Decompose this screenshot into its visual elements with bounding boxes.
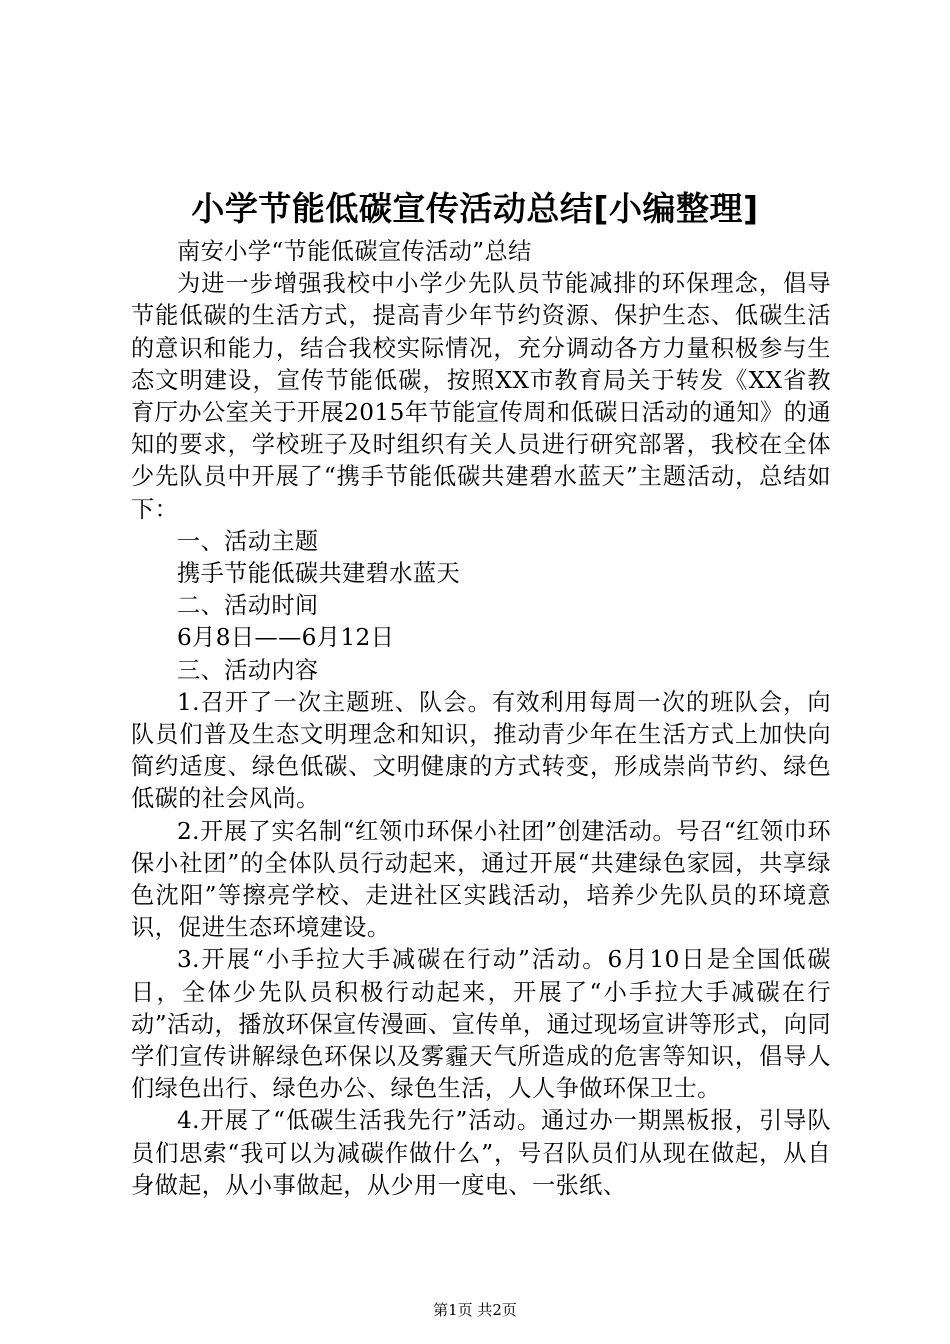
document-title: 小学节能低碳宣传活动总结[小编整理]	[191, 189, 759, 228]
content-item-4: 4.开展了“低碳生活我先行”活动。通过办一期黑板报，引导队员们思索“我可以为减碳作做什么”，号召队员们从现在做起，从自身做起，从小事做起，从少用一度电、一张纸、	[131, 1107, 831, 1199]
content-item-3: 3.开展“小手拉大手减碳在行动”活动。6月10日是全国低碳日，全体少先队员积极行动起来，开展了“小手拉大手减碳在行动”活动，播放环保宣传漫画、宣传单，通过现场宣讲等形式，向同学们宣传讲解绿色环保以及雾霾天气所造成的危害等知识，倡导人们绿色出行、绿色办公、绿色生活，人人争做环保卫士。	[131, 946, 831, 1103]
time-paragraph: 6月8日——6月12日	[177, 624, 395, 652]
theme-paragraph: 携手节能低碳共建碧水蓝天	[177, 560, 461, 588]
section-heading-time: 二、活动时间	[177, 592, 319, 620]
section-heading-theme: 一、活动主题	[177, 527, 319, 555]
document-body	[131, 236, 831, 1202]
content-item-1: 1.召开了一次主题班、队会。有效利用每周一次的班队会，向队员们普及生态文明理念和知识，推动青少年在生活方式上加快向简约适度、绿色低碳、文明健康的方式转变，形成崇尚节约、绿色低碳的社会风尚。	[131, 688, 831, 813]
subtitle-paragraph: 南安小学“节能低碳宣传活动”总结	[177, 238, 532, 265]
content-item-2: 2.开展了实名制“红领巾环保小社团”创建活动。号召“红领巾环保小社团”的全体队员行动起来，通过开展“共建绿色家园，共享绿色沈阳”等擦亮学校、走进社区实践活动，培养少先队员的环境意识，促进生态环境建设。	[131, 817, 831, 942]
page-footer: 第1页 共2页	[433, 1301, 517, 1319]
section-heading-content: 三、活动内容	[177, 656, 319, 684]
intro-paragraph: 为进一步增强我校中小学少先队员节能减排的环保理念，倡导节能低碳的生活方式，提高青少年节约资源、保护生态、低碳生活的意识和能力，结合我校实际情况，充分调动各方力量积极参与生态文明建设，宣传节能低碳，按照XX市教育局关于转发《XX省教育厅办公室关于开展2015年节能宣传周和低碳日活动的通知》的通知的要求，学校班子及时组织有关人员进行研究部署，我校在全体少先队员中开展了“携手节能低碳共建碧水蓝天”主题活动，总结如下：	[131, 270, 831, 523]
